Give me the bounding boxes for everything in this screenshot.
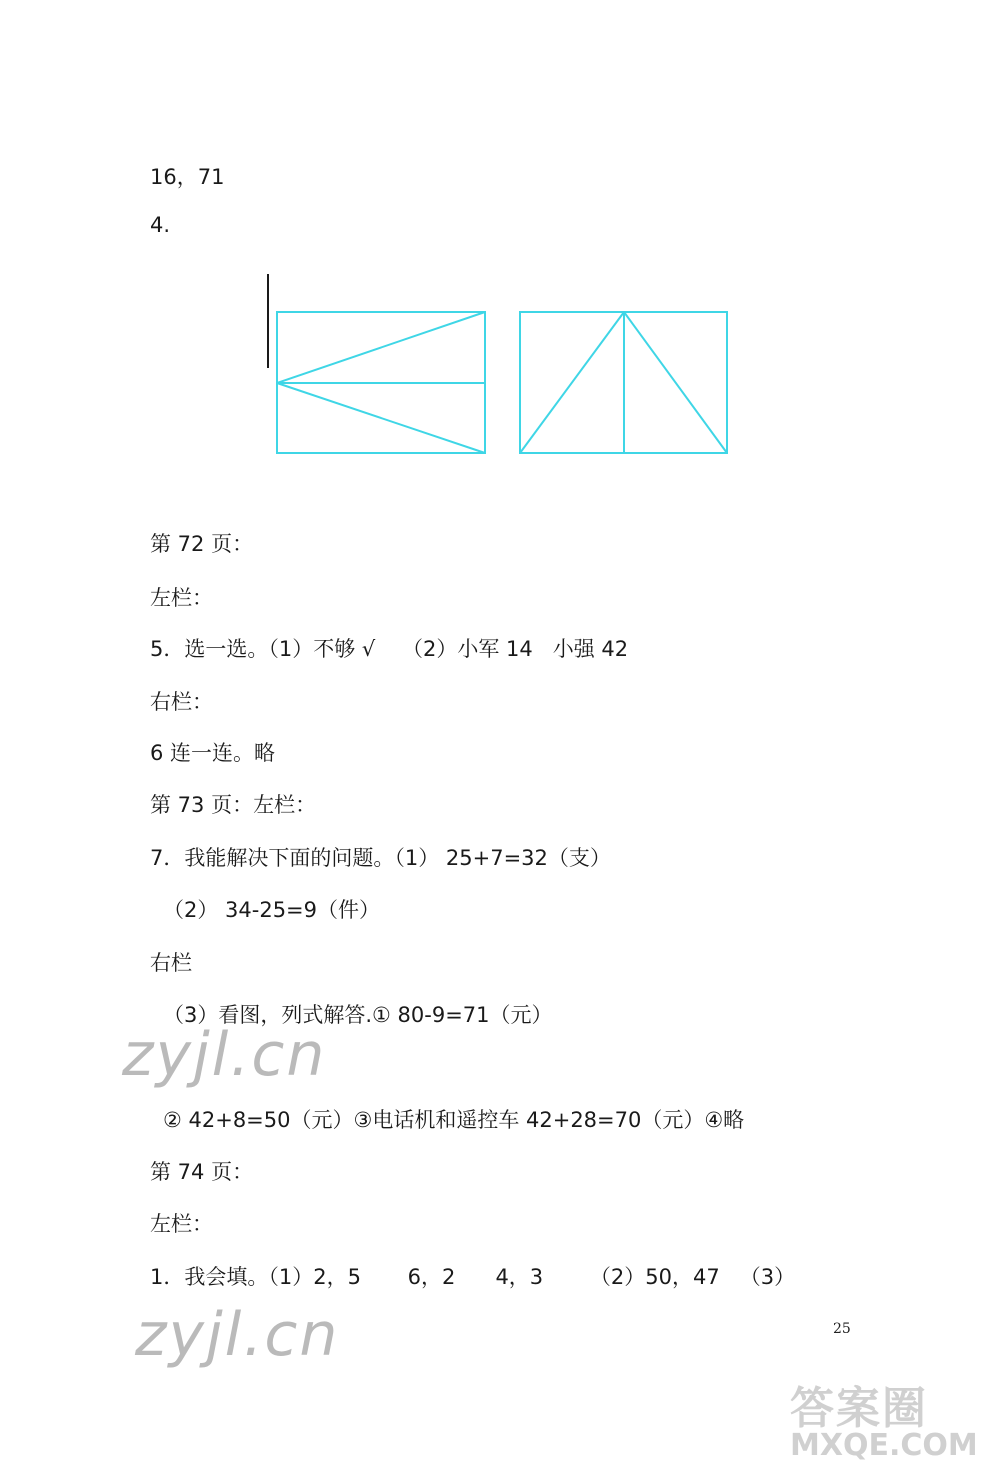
page-number: 25	[833, 1321, 851, 1337]
rectangle-division-figure	[260, 270, 740, 470]
answer-line: 6 连一连。略	[150, 741, 276, 765]
column-label: 右栏	[150, 951, 192, 975]
answer-line: 5．选一选。（1）不够 √ （2）小军 14 小强 42	[150, 637, 629, 661]
page-heading: 第 74 页：	[150, 1160, 254, 1184]
column-label: 左栏：	[150, 1212, 213, 1236]
answer-line: 7．我能解决下面的问题。（1） 25+7=32（支）	[150, 846, 611, 870]
answer-line: （2） 34-25=9（件）	[163, 898, 381, 922]
logo-site: MXQE.COM	[790, 1428, 978, 1463]
answer-line: （3）看图，列式解答.① 80-9=71（元）	[163, 1003, 553, 1027]
watermark: zyjl.cn	[135, 1300, 340, 1370]
left-lower-diagonal	[277, 383, 485, 453]
corner-logo	[790, 1372, 990, 1467]
answer-line: ② 42+8=50（元）③电话机和遥控车 42+28=70（元）④略	[163, 1108, 745, 1132]
left-upper-diagonal	[277, 312, 485, 383]
watermark: zyjl.cn	[122, 1020, 327, 1090]
logo-brand: 答案圈	[790, 1383, 928, 1434]
page-heading: 第 72 页：	[150, 532, 254, 556]
right-left-diagonal	[520, 312, 624, 453]
answer-line: 16，71	[150, 165, 225, 189]
page-heading: 第 73 页：左栏：	[150, 793, 317, 817]
answer-line: 1．我会填。（1）2，5 6，2 4，3 （2）50，47 （3）	[150, 1265, 796, 1289]
right-right-diagonal	[624, 312, 727, 453]
question-number: 4.	[150, 213, 171, 237]
column-label: 左栏：	[150, 586, 213, 610]
column-label: 右栏：	[150, 690, 213, 714]
